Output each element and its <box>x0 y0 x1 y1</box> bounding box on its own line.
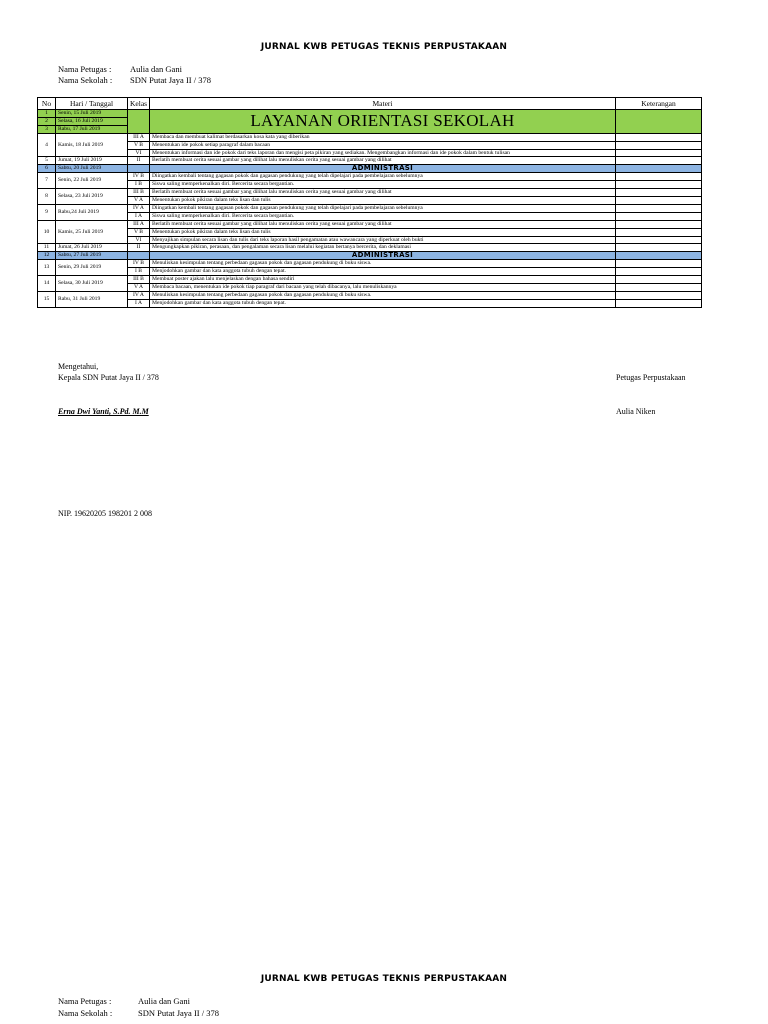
table-row: VI Menyajikan simpulan secara lisan dan tulis dari teks laporan hasil pengamatan atau wawancara yang diperkuat oleh bukti <box>38 236 702 244</box>
table-row: I A Siswa saling memperkenalkan diri. Bercerita secara bergantian. <box>38 212 702 220</box>
table-row: I A Menjodohkan gambar dan kata anggota tubuh dengan tepat. <box>38 299 702 307</box>
school-value: SDN Putat Jaya II / 378 <box>138 1008 219 1018</box>
table-row: 8 Selasa, 23 Juli 2019 III B Berlatih membuat cerita sesuai gambar yang dilihat lalu menuliskan cerita yang sesuai gambar yang dilihat <box>38 189 702 197</box>
col-date: Hari / Tanggal <box>56 98 128 110</box>
next-page-title: JURNAL KWB PETUGAS TEKNIS PERPUSTAKAAN <box>260 974 508 984</box>
table-row: V B Menentukan pokok pikiran dalam teks lisan dan tulis <box>38 228 702 236</box>
table-row: V A Membaca bacaan, menentukan ide pokok tiap paragraf dari bacaan yang telah dibacanya, lalu menuliskannya <box>38 283 702 291</box>
officer-value: Aulia dan Gani <box>138 996 190 1006</box>
next-page-meta <box>58 996 358 1020</box>
table-row: 14 Selasa, 30 Juli 2019 III B Membuat poster ajakan lalu menjelaskan dengan bahasa sendiri <box>38 276 702 284</box>
table-row: 15 Rabu, 31 Juli 2019 IV A Menuliskan kesimpulan tentang perbedaan gagasan pokok dan gagasan pendukung di buku siswa. <box>38 291 702 299</box>
table-row: I B Menjodohkan gambar dan kata anggota tubuh dengan tepat. <box>38 268 702 276</box>
admin-row: 12 Sabtu, 27 Juli 2019 ADMINISTRASI <box>38 252 702 260</box>
table-row: 5 Jumat, 19 Juli 2019 II Berlatih membuat cerita sesuai gambar yang dilihat lalu menuliskan cerita yang sesuai gambar yang dilihat <box>38 157 702 165</box>
officer-title: Petugas Perpustakaan <box>616 373 686 382</box>
table-row: I B Siswa saling memperkenalkan diri. Bercerita secara bergantian. <box>38 181 702 189</box>
header-meta <box>58 64 358 88</box>
col-note: Keterangan <box>616 98 702 110</box>
journal-table <box>37 97 702 308</box>
table-row: 2 Selasa, 16 Juli 2019 <box>38 117 702 125</box>
page-title: JURNAL KWB PETUGAS TEKNIS PERPUSTAKAAN <box>260 42 508 52</box>
admin-row: 6 Sabtu, 20 Juli 2019 ADMINISTRASI <box>38 165 702 173</box>
col-class: Kelas <box>128 98 150 110</box>
table-row: VI Menentukan informasi dan ide pokok dari teks laporan dan mengisi peta pikiran yang sediakan. Mengembangkan informasi dan ide pokok dalam bentuk tulisan <box>38 149 702 157</box>
school-label: Nama Sekolah : <box>58 1008 113 1018</box>
table-row: V A Menentukan pokok pikiran dalam teks lisan dan tulis <box>38 196 702 204</box>
table-row: 7 Senin, 22 Juli 2019 IV B Diingatkan kembali tentang gagasan pokok dan gagasan pendukung yang telah dipelajari pada pembelajaran sebelumnya <box>38 173 702 181</box>
officer-label: Nama Petugas : <box>58 996 112 1006</box>
table-row: 3 Rabu, 17 Juli 2019 <box>38 125 702 133</box>
school-label: Nama Sekolah : <box>58 75 113 85</box>
table-row: 13 Senin, 29 Juli 2019 IV B Menuliskan kesimpulan tentang perbedaan gagasan pokok dan gagasan pendukung di buku siswa. <box>38 260 702 268</box>
officer-label: Nama Petugas : <box>58 64 112 74</box>
officer-value: Aulia dan Gani <box>130 64 182 74</box>
known-by: Mengetahui, <box>58 362 99 371</box>
orientation-banner: LAYANAN ORIENTASI SEKOLAH <box>150 110 616 134</box>
officer-name: Aulia Niken <box>616 407 656 416</box>
school-value: SDN Putat Jaya II / 378 <box>130 75 211 85</box>
principal-nip: NIP. 19620205 198201 2 008 <box>58 509 153 518</box>
table-row: 9 Rabu,24 Juli 2019 IV A Diingatkan kembali tentang gagasan pokok dan gagasan pendukung yang telah dipelajari pada pembelajaran sebelumnya <box>38 204 702 212</box>
col-no: No <box>38 98 56 110</box>
table-header-row <box>38 98 702 110</box>
table-row: 11 Jumat, 26 Juli 2019 II Mengungkapkan pikiran, perasaan, dan pengalaman secara lisan melalui kegiatan bertanya bercerita, dan deklamasi <box>38 244 702 252</box>
principal-name: Erna Dwi Yanti, S.Pd. M.M <box>58 407 149 416</box>
table-row: 4 Kamis, 18 Juli 2019 III A Membaca dan membuat kalimat berdasarkan kosa kata yang diberikan <box>38 133 702 141</box>
table-row: 1 Senin, 15 Juli 2019 LAYANAN ORIENTASI SEKOLAH <box>38 110 702 118</box>
col-material: Materi <box>150 98 616 110</box>
table-row: 10 Kamis, 25 Juli 2019 III A Berlatih membuat cerita sesuai gambar yang dilihat lalu menuliskan cerita yang sesuai gambar yang dilihat <box>38 220 702 228</box>
principal-title: Kepala SDN Putat Jaya II / 378 <box>58 373 159 382</box>
table-row: V B Menentukan ide pokok setiap paragraf dalam bacaan <box>38 141 702 149</box>
